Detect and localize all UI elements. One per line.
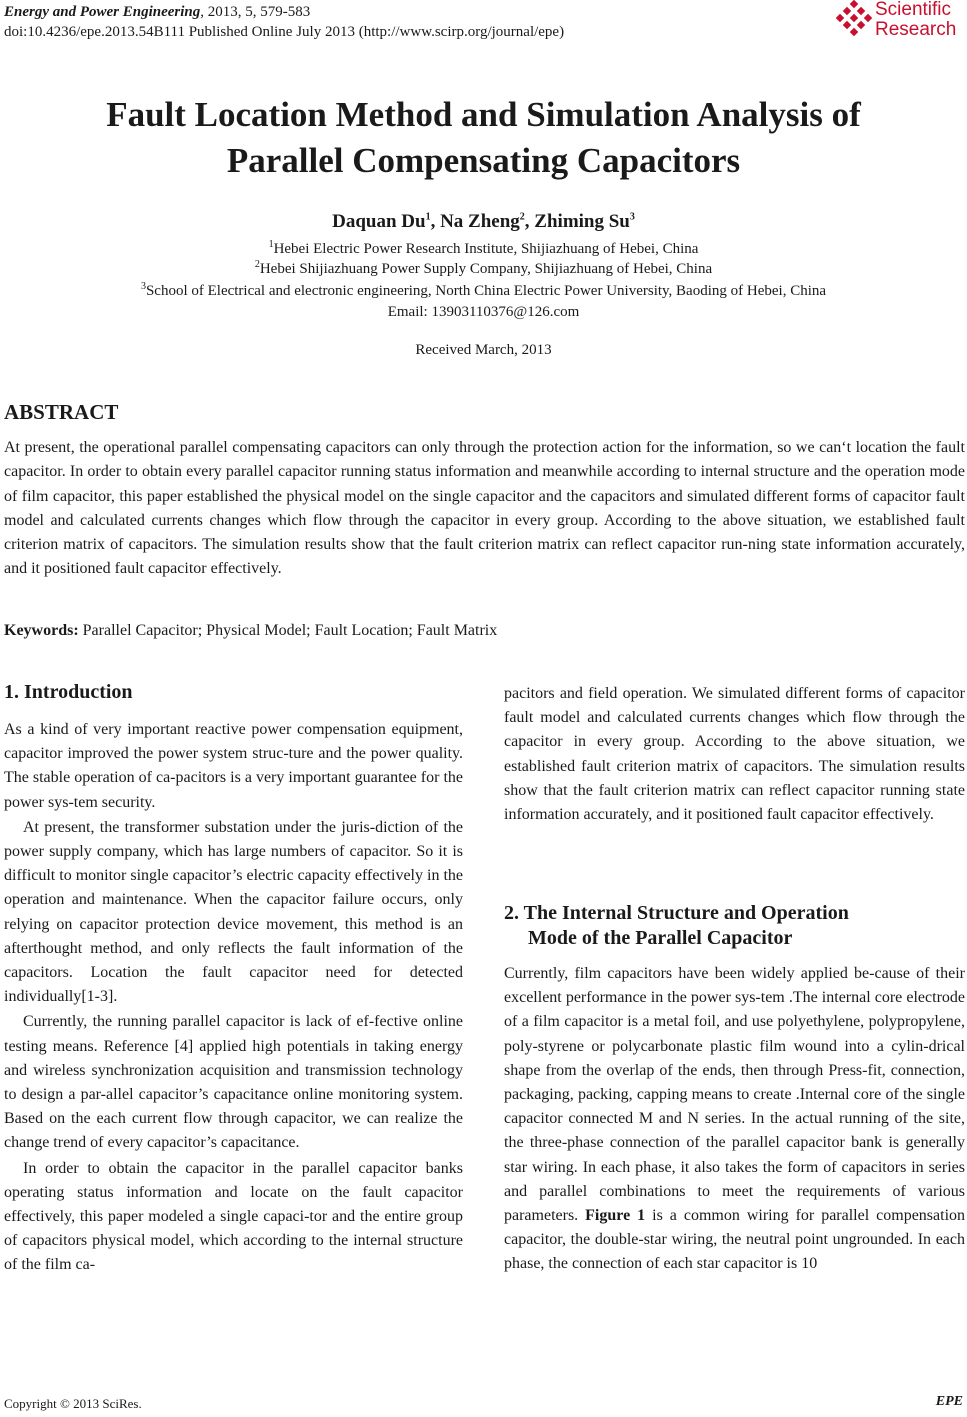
left-column-body bbox=[4, 718, 463, 1278]
footer-journal-abbr: EPE bbox=[935, 1394, 963, 1409]
paragraph-text: is a common wiring for parallel compensation capacitor, the double-star wiring, the neutral point ungrounded. In each phase, the connection of each star capacitor is 10 bbox=[504, 1207, 966, 1273]
title-line-2: Parallel Compensating Capacitors bbox=[226, 141, 741, 180]
affiliation-text: Hebei Electric Power Research Institute, Shijiazhuang of Hebei, China bbox=[273, 241, 699, 257]
paragraph: As a kind of very important reactive power compensation equipment, capacitor improved the power system struc-ture and the power quality. The stable operation of ca-pacitors is a very important guarantee for the power sys-tem security. bbox=[4, 721, 463, 811]
logo-wordmark bbox=[875, 0, 956, 40]
affiliation-sup: 2 bbox=[254, 259, 260, 270]
journal-volume-pages: , 2013, 5, 579-583 bbox=[200, 4, 311, 20]
abstract-text: At present, the operational parallel compensating capacitors can only through the protection action for the information, so we can‘t location the fault capacitor. In order to obtain every parallel capacitor running status information and meanwhile according to internal structure and the operation mode of film capacitor, this paper established the physical model on the single capacitor and the capacitors and simulated different forms of capacitor fault model and calculated currents changes which flow through the capacitor in every group. According to the above situation, we established fault criterion matrix of capacitors. The simulation results show that the fault criterion matrix can reflect capacitor run-ning state information accurately, and it positioned fault capacitor effectively. bbox=[4, 439, 965, 578]
section-heading-introduction: 1. Introduction bbox=[4, 681, 133, 703]
section-heading-line-2: Mode of the Parallel Capacitor bbox=[528, 927, 793, 949]
figure-reference: Figure 1 bbox=[585, 1207, 646, 1225]
paragraph-text: Currently, film capacitors have been widely applied be-cause of their excellent performance in the power sys-tem .The internal core electrode of a film capacitor is a metal foil, and use polyethylene, polypropylene, poly-styrene or polycarbonate plastic film wound into a cylin-drical shape from the overlap of the ends, then through Press-fit, connection, packaging, packing, capping means to create .Internal core of the single capacitor connected M and N series. In the actual running of the site, the three-phase connection of the parallel capacitor bank is generally star wiring. In each phase, it also takes the form of capacitors in series and parallel combinations to meet the requirements of various parameters. bbox=[504, 965, 965, 1225]
keywords-label: Keywords: bbox=[4, 622, 79, 639]
logo-line-2: Research bbox=[875, 19, 957, 40]
author-name: Zhiming Su bbox=[534, 211, 630, 232]
author-sup: 3 bbox=[629, 211, 635, 223]
journal-citation bbox=[4, 2, 310, 22]
affiliation-sup: 1 bbox=[268, 239, 274, 250]
author-sup: 1 bbox=[425, 211, 431, 223]
logo-line-1: Scientific bbox=[875, 0, 952, 20]
affiliation-text: Hebei Shijiazhuang Power Supply Company, Shijiazhuang of Hebei, China bbox=[259, 261, 713, 277]
section-heading-internal-structure bbox=[504, 901, 965, 951]
paragraph: In order to obtain the capacitor in the parallel capacitor banks operating status information and locate on the fault capacitor effectively, this paper modeled a single capaci-tor and the entire group of capacitors physical model, which according to the internal structure of the film ca- bbox=[4, 1159, 463, 1274]
affiliation bbox=[0, 239, 967, 259]
logo-mark-icon bbox=[835, 0, 873, 40]
affiliation-text: School of Electrical and electronic engineering, North China Electric Power University, Baoding of Hebei, China bbox=[145, 283, 827, 299]
right-column-body bbox=[504, 962, 965, 1277]
paragraph: Currently, the running parallel capacitor is lack of ef-fective online testing means. Reference [4] applied high potentials in taking energy and wireless synchronization acquisition and transmission technology to design a par-allel capacitor’s capacitance online monitoring system. Based on the each current flow through capacitor, we can realize the change trend of every capacitor’s capacitance. bbox=[4, 1013, 463, 1152]
keywords bbox=[4, 622, 497, 640]
abstract-heading: ABSTRACT bbox=[4, 400, 119, 424]
keywords-text: Parallel Capacitor; Physical Model; Fault Location; Fault Matrix bbox=[78, 622, 498, 639]
title-line-1: Fault Location Method and Simulation Analysis of bbox=[106, 95, 861, 134]
author-email: Email: 13903110376@126.com bbox=[387, 304, 580, 320]
paper-title bbox=[0, 92, 967, 184]
affiliation-sup: 3 bbox=[140, 281, 146, 292]
footer-copyright: Copyright © 2013 SciRes. bbox=[4, 1396, 142, 1411]
section-heading-line-1: 2. The Internal Structure and Operation bbox=[504, 902, 849, 924]
author-list: Daquan Du$^1$, Na Zheng$^2$, Zhiming Su$^3$ bbox=[332, 211, 635, 232]
journal-name: Energy and Power Engineering bbox=[4, 4, 201, 20]
affiliation bbox=[0, 259, 967, 279]
publisher-logo bbox=[835, 0, 965, 44]
doi-line: doi:10.4236/epe.2013.54B111 Published Online July 2013 (http://www.scirp.org/journal/epe) bbox=[4, 24, 565, 40]
author-name: Na Zheng bbox=[440, 211, 520, 232]
received-date: Received March, 2013 bbox=[415, 342, 552, 358]
author-name: Daquan Du bbox=[332, 211, 426, 232]
right-column-continuation: pacitors and field operation. We simulated different forms of capacitor fault model and calculated currents changes which flow through the capacitor in every group. According to the above situation, we established fault criterion matrix of capacitors. The simulation results show that the fault criterion matrix can reflect capacitor running state information accurately, and it positioned fault capacitor effectively. bbox=[504, 685, 965, 824]
affiliation bbox=[0, 281, 967, 301]
paragraph: At present, the transformer substation under the juris-diction of the power supply company, which has large numbers of capacitor. So it is difficult to monitor single capacitor’s electric capacity effectively in the operation and maintenance. When the capacitor failure occurs, only relying on capacitor protection device movement, this method is an afterthought method, and only reflects the fault information of the capacitors. Location the fault capacitor need for detected individually[1-3]. bbox=[4, 818, 463, 1006]
author-sup: 2 bbox=[519, 211, 525, 223]
